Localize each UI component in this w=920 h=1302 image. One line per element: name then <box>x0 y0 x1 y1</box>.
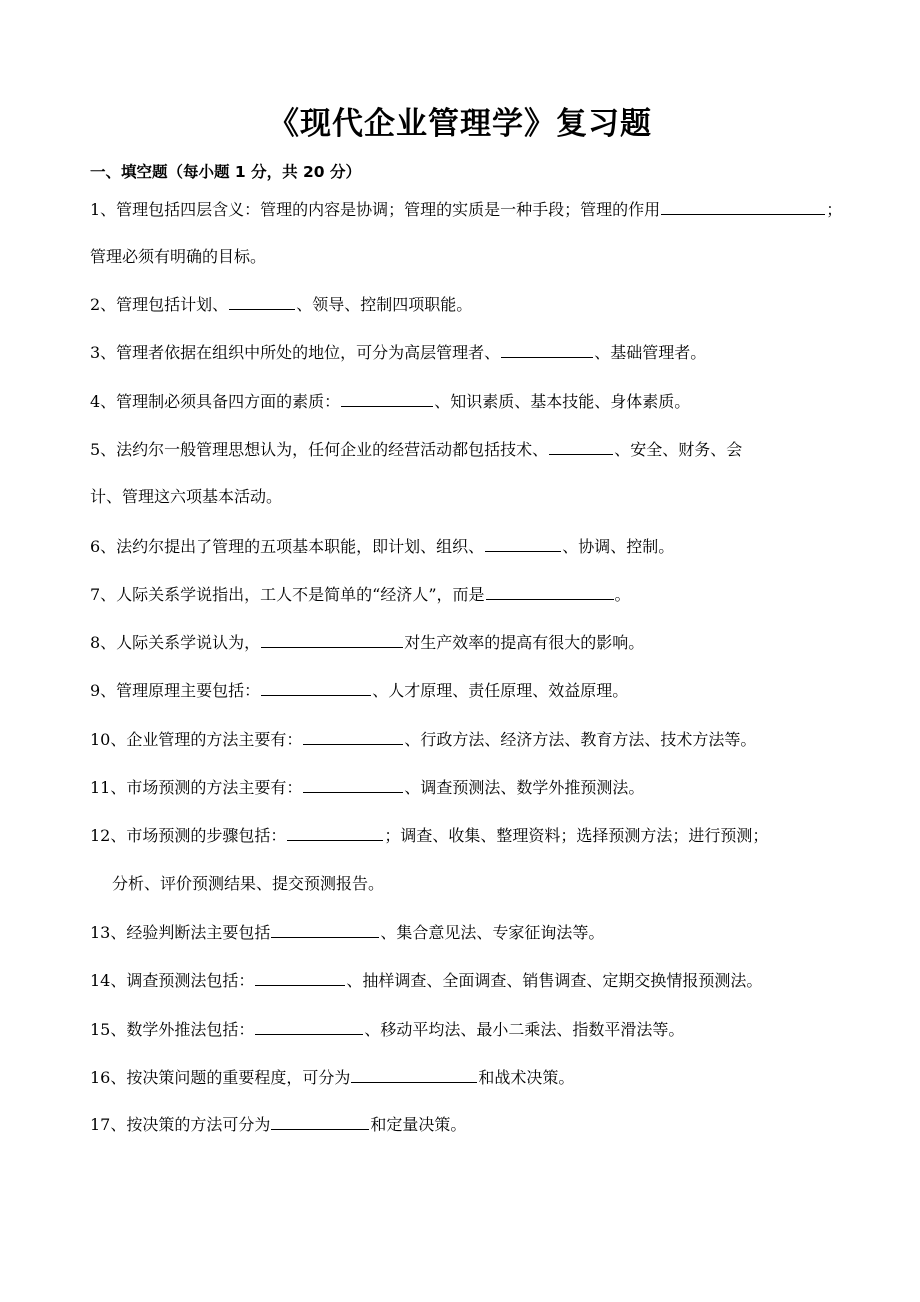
answer-blank[interactable] <box>486 581 614 600</box>
question-17 <box>90 1111 466 1138</box>
question-text: 、安全、财务、会 <box>614 440 743 459</box>
question-text: 、知识素质、基本技能、身体素质。 <box>434 392 691 411</box>
question-text: 14、调查预测法包括： <box>90 971 255 990</box>
answer-blank[interactable] <box>255 1016 363 1035</box>
answer-blank[interactable] <box>303 774 403 793</box>
question-text: 2、管理包括计划、 <box>90 295 229 314</box>
question-text: 、移动平均法、最小二乘法、指数平滑法等。 <box>364 1020 685 1039</box>
question-8 <box>90 629 644 656</box>
question-text: 分析、评价预测结果、提交预测报告。 <box>112 874 385 893</box>
question-text: 、协调、控制。 <box>562 537 675 556</box>
answer-blank[interactable] <box>229 291 295 310</box>
question-1 <box>90 196 842 223</box>
question-text: 7、人际关系学说指出，工人不是简单的“经济人”，而是 <box>90 585 485 604</box>
answer-blank[interactable] <box>661 196 825 215</box>
section-heading: 一、填空题（每小题 1 分，共 20 分） <box>90 163 361 181</box>
answer-blank[interactable] <box>271 1111 369 1130</box>
question-text: ； <box>826 200 843 219</box>
question-10 <box>90 726 756 753</box>
question-text: 3、管理者依据在组织中所处的地位，可分为高层管理者、 <box>90 343 501 362</box>
question-text: 对生产效率的提高有很大的影响。 <box>404 633 645 652</box>
page-title: 《现代企业管理学》复习题 <box>268 106 652 142</box>
answer-blank[interactable] <box>485 533 561 552</box>
question-text: 9、管理原理主要包括： <box>90 681 261 700</box>
question-text: 计、管理这六项基本活动。 <box>90 487 283 506</box>
question-text: 管理必须有明确的目标。 <box>90 247 267 266</box>
question-5-continued <box>90 484 282 510</box>
question-12 <box>90 822 768 849</box>
question-14 <box>90 967 762 994</box>
question-text: 、行政方法、经济方法、教育方法、技术方法等。 <box>404 730 757 749</box>
question-7 <box>90 581 631 608</box>
answer-blank[interactable] <box>287 822 383 841</box>
question-text: 6、法约尔提出了管理的五项基本职能，即计划、组织、 <box>90 537 485 556</box>
answer-blank[interactable] <box>261 629 403 648</box>
answer-blank[interactable] <box>255 967 345 986</box>
question-11 <box>90 774 644 801</box>
question-text: 和战术决策。 <box>478 1068 575 1087</box>
question-text: ；调查、收集、整理资料；选择预测方法；进行预测； <box>384 826 769 845</box>
question-6 <box>90 533 674 560</box>
question-text: 、基础管理者。 <box>594 343 707 362</box>
question-text: 、集合意见法、专家征询法等。 <box>380 923 605 942</box>
question-text: 11、市场预测的方法主要有： <box>90 778 303 797</box>
question-text: 1、管理包括四层含义：管理的内容是协调；管理的实质是一种手段；管理的作用 <box>90 200 661 219</box>
question-3 <box>90 339 706 366</box>
question-text: 4、管理制必须具备四方面的素质： <box>90 392 341 411</box>
question-16 <box>90 1064 574 1091</box>
question-12-continued <box>112 871 384 897</box>
question-13 <box>90 919 604 946</box>
answer-blank[interactable] <box>501 339 593 358</box>
question-text: 10、企业管理的方法主要有： <box>90 730 303 749</box>
question-9 <box>90 677 628 704</box>
question-text: 、抽样调查、全面调查、销售调查、定期交换情报预测法。 <box>346 971 763 990</box>
question-text: 、调查预测法、数学外推预测法。 <box>404 778 645 797</box>
question-1-continued <box>90 244 266 270</box>
question-text: 16、按决策问题的重要程度，可分为 <box>90 1068 351 1087</box>
question-text: 5、法约尔一般管理思想认为，任何企业的经营活动都包括技术、 <box>90 440 549 459</box>
question-text: 8、人际关系学说认为， <box>90 633 261 652</box>
question-text: 、人才原理、责任原理、效益原理。 <box>372 681 629 700</box>
question-15 <box>90 1016 684 1043</box>
answer-blank[interactable] <box>341 388 433 407</box>
question-text: 15、数学外推法包括： <box>90 1020 255 1039</box>
question-4 <box>90 388 690 415</box>
answer-blank[interactable] <box>303 726 403 745</box>
question-text: 12、市场预测的步骤包括： <box>90 826 287 845</box>
question-text: 、领导、控制四项职能。 <box>296 295 473 314</box>
question-text: 和定量决策。 <box>370 1115 467 1134</box>
answer-blank[interactable] <box>549 436 613 455</box>
question-text: 17、按决策的方法可分为 <box>90 1115 271 1134</box>
question-text: 。 <box>614 585 631 604</box>
question-2 <box>90 291 472 318</box>
answer-blank[interactable] <box>271 919 379 938</box>
question-5 <box>90 436 742 463</box>
answer-blank[interactable] <box>351 1064 477 1083</box>
question-text: 13、经验判断法主要包括 <box>90 923 271 942</box>
answer-blank[interactable] <box>261 677 371 696</box>
